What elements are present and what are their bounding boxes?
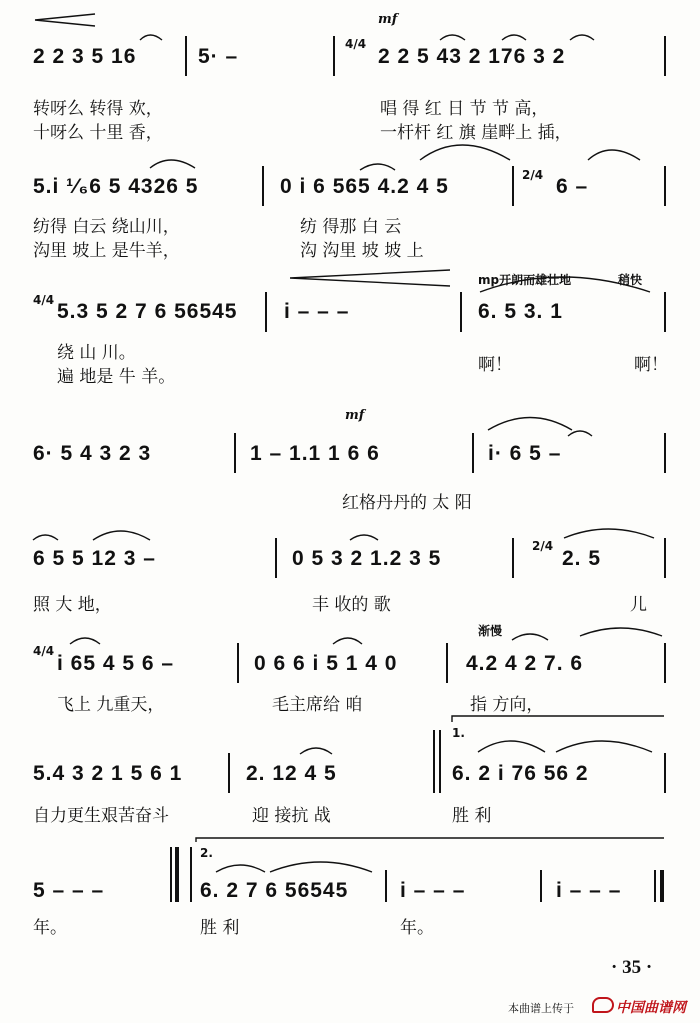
line4-notes-a: 6· 5 4 3 2 3 [33, 442, 152, 465]
slur [556, 741, 652, 752]
time-signature-2-4: 2/4 [532, 539, 554, 553]
time-signature-2-4: 2/4 [522, 168, 544, 182]
barline [385, 870, 387, 902]
barline [170, 847, 172, 902]
barline [664, 166, 666, 206]
barline [664, 433, 666, 473]
line6-notes-b: 0 6 6 i 5 1 4 0 [254, 652, 398, 675]
volta-1-label: 1. [452, 726, 465, 740]
barline [262, 166, 264, 206]
line1-lyric-v1-b: 唱 得 红 日 节 节 高， [380, 99, 549, 119]
barline [228, 753, 230, 793]
line8-notes-b: 6. 2 7 6 56545 [200, 879, 349, 902]
line2-notes-b: 0 i 6 565 4.2 4 5 [280, 175, 449, 198]
volta-2-label: 2. [200, 846, 213, 860]
barline [664, 538, 666, 578]
barline [234, 433, 236, 473]
slur [216, 865, 265, 872]
time-signature-4-4: 4/4 [33, 644, 55, 658]
line5-notes-b: 0 5 3 2 1.2 3 5 [292, 547, 442, 570]
slur [270, 862, 372, 872]
line4-notes-b: 1 – 1.1 1 6 6 [250, 442, 380, 465]
slur [488, 418, 572, 431]
barline [512, 538, 514, 578]
barline [460, 292, 462, 332]
barline [664, 643, 666, 683]
crescendo-hairpin [35, 14, 95, 26]
line2-lyric-v2-a: 沟里 坡上 是牛羊， [33, 241, 180, 261]
line2-lyric-v1-b: 纺 得那 白 云 [300, 217, 402, 237]
barline [540, 870, 542, 902]
dynamic-mf: mf [345, 408, 365, 423]
line5-notes-c: 2. 5 [562, 547, 602, 570]
slur [568, 431, 592, 436]
barline [433, 730, 435, 793]
line7-lyric-a: 自力更生艰苦奋斗 [33, 806, 169, 826]
slur [93, 531, 150, 540]
time-signature-4-4: 4/4 [345, 37, 367, 51]
volta-1-bracket [452, 716, 664, 722]
time-signature-4-4: 4/4 [33, 293, 55, 307]
barline [190, 847, 192, 902]
slur [502, 35, 526, 40]
slur [512, 634, 548, 640]
dynamic-mf: mf [378, 12, 398, 27]
line1-lyric-v2-a: 十呀么 十里 香， [33, 123, 163, 143]
slur [440, 35, 465, 40]
line8-notes-a: 5 – – – [33, 879, 105, 902]
line1-lyric-v2-b: 一杆杆 红 旗 崖畔上 插， [380, 123, 572, 143]
line3-notes-b: i – – – [284, 300, 350, 323]
line3-lyric-ah-2: 啊！ [634, 355, 668, 375]
line8-lyric-c: 年。 [400, 918, 434, 938]
slur [420, 145, 510, 160]
line5-notes-a: 6 5 5 12 3 – [33, 547, 156, 570]
line5-lyric-c: 儿 [630, 595, 647, 615]
barline [275, 538, 277, 578]
slur [150, 160, 195, 168]
line1-notes-b: 5· – [198, 45, 239, 68]
slur [564, 529, 654, 538]
tempo-rit: 渐慢 [478, 624, 503, 638]
line7-notes-c: 6. 2 i 76 56 2 [452, 762, 589, 785]
line1-notes-c: 2 2 5 43 2 176 3 2 [378, 45, 566, 68]
line2-lyric-v1-a: 纺得 白云 绕山川， [33, 217, 180, 237]
line8-lyric-a: 年。 [33, 918, 67, 938]
line3-notes-c: 6. 5 3. 1 [478, 300, 563, 323]
line7-lyric-b: 迎 接抗 战 [252, 806, 331, 826]
line5-lyric-b: 丰 收的 歌 [312, 595, 391, 615]
barline [472, 433, 474, 473]
repeat-barline [175, 847, 179, 902]
line7-notes-b: 2. 12 4 5 [246, 762, 337, 785]
volta-2-bracket [196, 838, 664, 842]
slur [588, 150, 640, 160]
barline [237, 643, 239, 683]
slur [350, 535, 378, 540]
slur [333, 638, 362, 644]
slur [478, 741, 545, 752]
line5-lyric-a: 照 大 地， [33, 595, 112, 615]
line4-lyric: 红格丹丹的 太 阳 [342, 493, 472, 513]
line1-notes-a: 2 2 3 5 16 [33, 45, 137, 68]
slur [360, 164, 395, 170]
barline [333, 36, 335, 76]
line2-notes-a: 5.i ¹⁄₆6 5 4326 5 [33, 175, 199, 198]
page-number: · 35 · [611, 957, 653, 978]
barline [185, 36, 187, 76]
line6-lyric-b: 毛主席给 咱 [272, 695, 363, 715]
line6-lyric-c: 指 方向， [470, 695, 544, 715]
line8-notes-d: i – – – [556, 879, 622, 902]
line3-lyric-v2-a: 遍 地是 牛 羊。 [57, 367, 176, 387]
barline [446, 643, 448, 683]
slur [33, 535, 58, 540]
final-barline-thin [654, 870, 656, 902]
crescendo-hairpin [290, 270, 450, 286]
footer-text: 本曲谱上传于 [508, 1002, 574, 1015]
final-barline-thick [660, 870, 664, 902]
line8-notes-c: i – – – [400, 879, 466, 902]
barline [439, 730, 441, 793]
line6-lyric-a: 飞上 九重天， [57, 695, 165, 715]
line8-lyric-b: 胜 利 [200, 918, 240, 938]
footer-brand[interactable]: 中国曲谱网 [616, 1000, 686, 1016]
line2-lyric-v2-b: 沟 沟里 坡 坡 上 [300, 241, 424, 261]
line4-notes-c: i· 6 5 – [488, 442, 562, 465]
line7-notes-a: 5.4 3 2 1 5 6 1 [33, 762, 183, 785]
line7-lyric-c: 胜 利 [452, 806, 492, 826]
barline [664, 36, 666, 76]
line3-notes-a: 5.3 5 2 7 6 56545 [57, 300, 238, 323]
barline [512, 166, 514, 206]
barline [664, 292, 666, 332]
barline [664, 753, 666, 793]
tempo-marking: mp开朗而雄壮地 [478, 273, 572, 287]
slur [570, 35, 594, 40]
line1-lyric-v1-a: 转呀么 转得 欢， [33, 99, 163, 119]
line2-notes-c: 6 – [556, 175, 589, 198]
line6-notes-a: i 65 4 5 6 – [57, 652, 175, 675]
line3-lyric-v1-a: 绕 山 川。 [57, 343, 136, 363]
line3-lyric-ah-1: 啊！ [478, 355, 512, 375]
line6-notes-c: 4.2 4 2 7. 6 [466, 652, 584, 675]
site-logo-icon [592, 997, 614, 1013]
barline [265, 292, 267, 332]
slur [70, 638, 100, 644]
slur [140, 35, 162, 40]
tempo-faster: 稍快 [618, 273, 643, 287]
slur [300, 748, 332, 754]
slur [580, 628, 662, 636]
